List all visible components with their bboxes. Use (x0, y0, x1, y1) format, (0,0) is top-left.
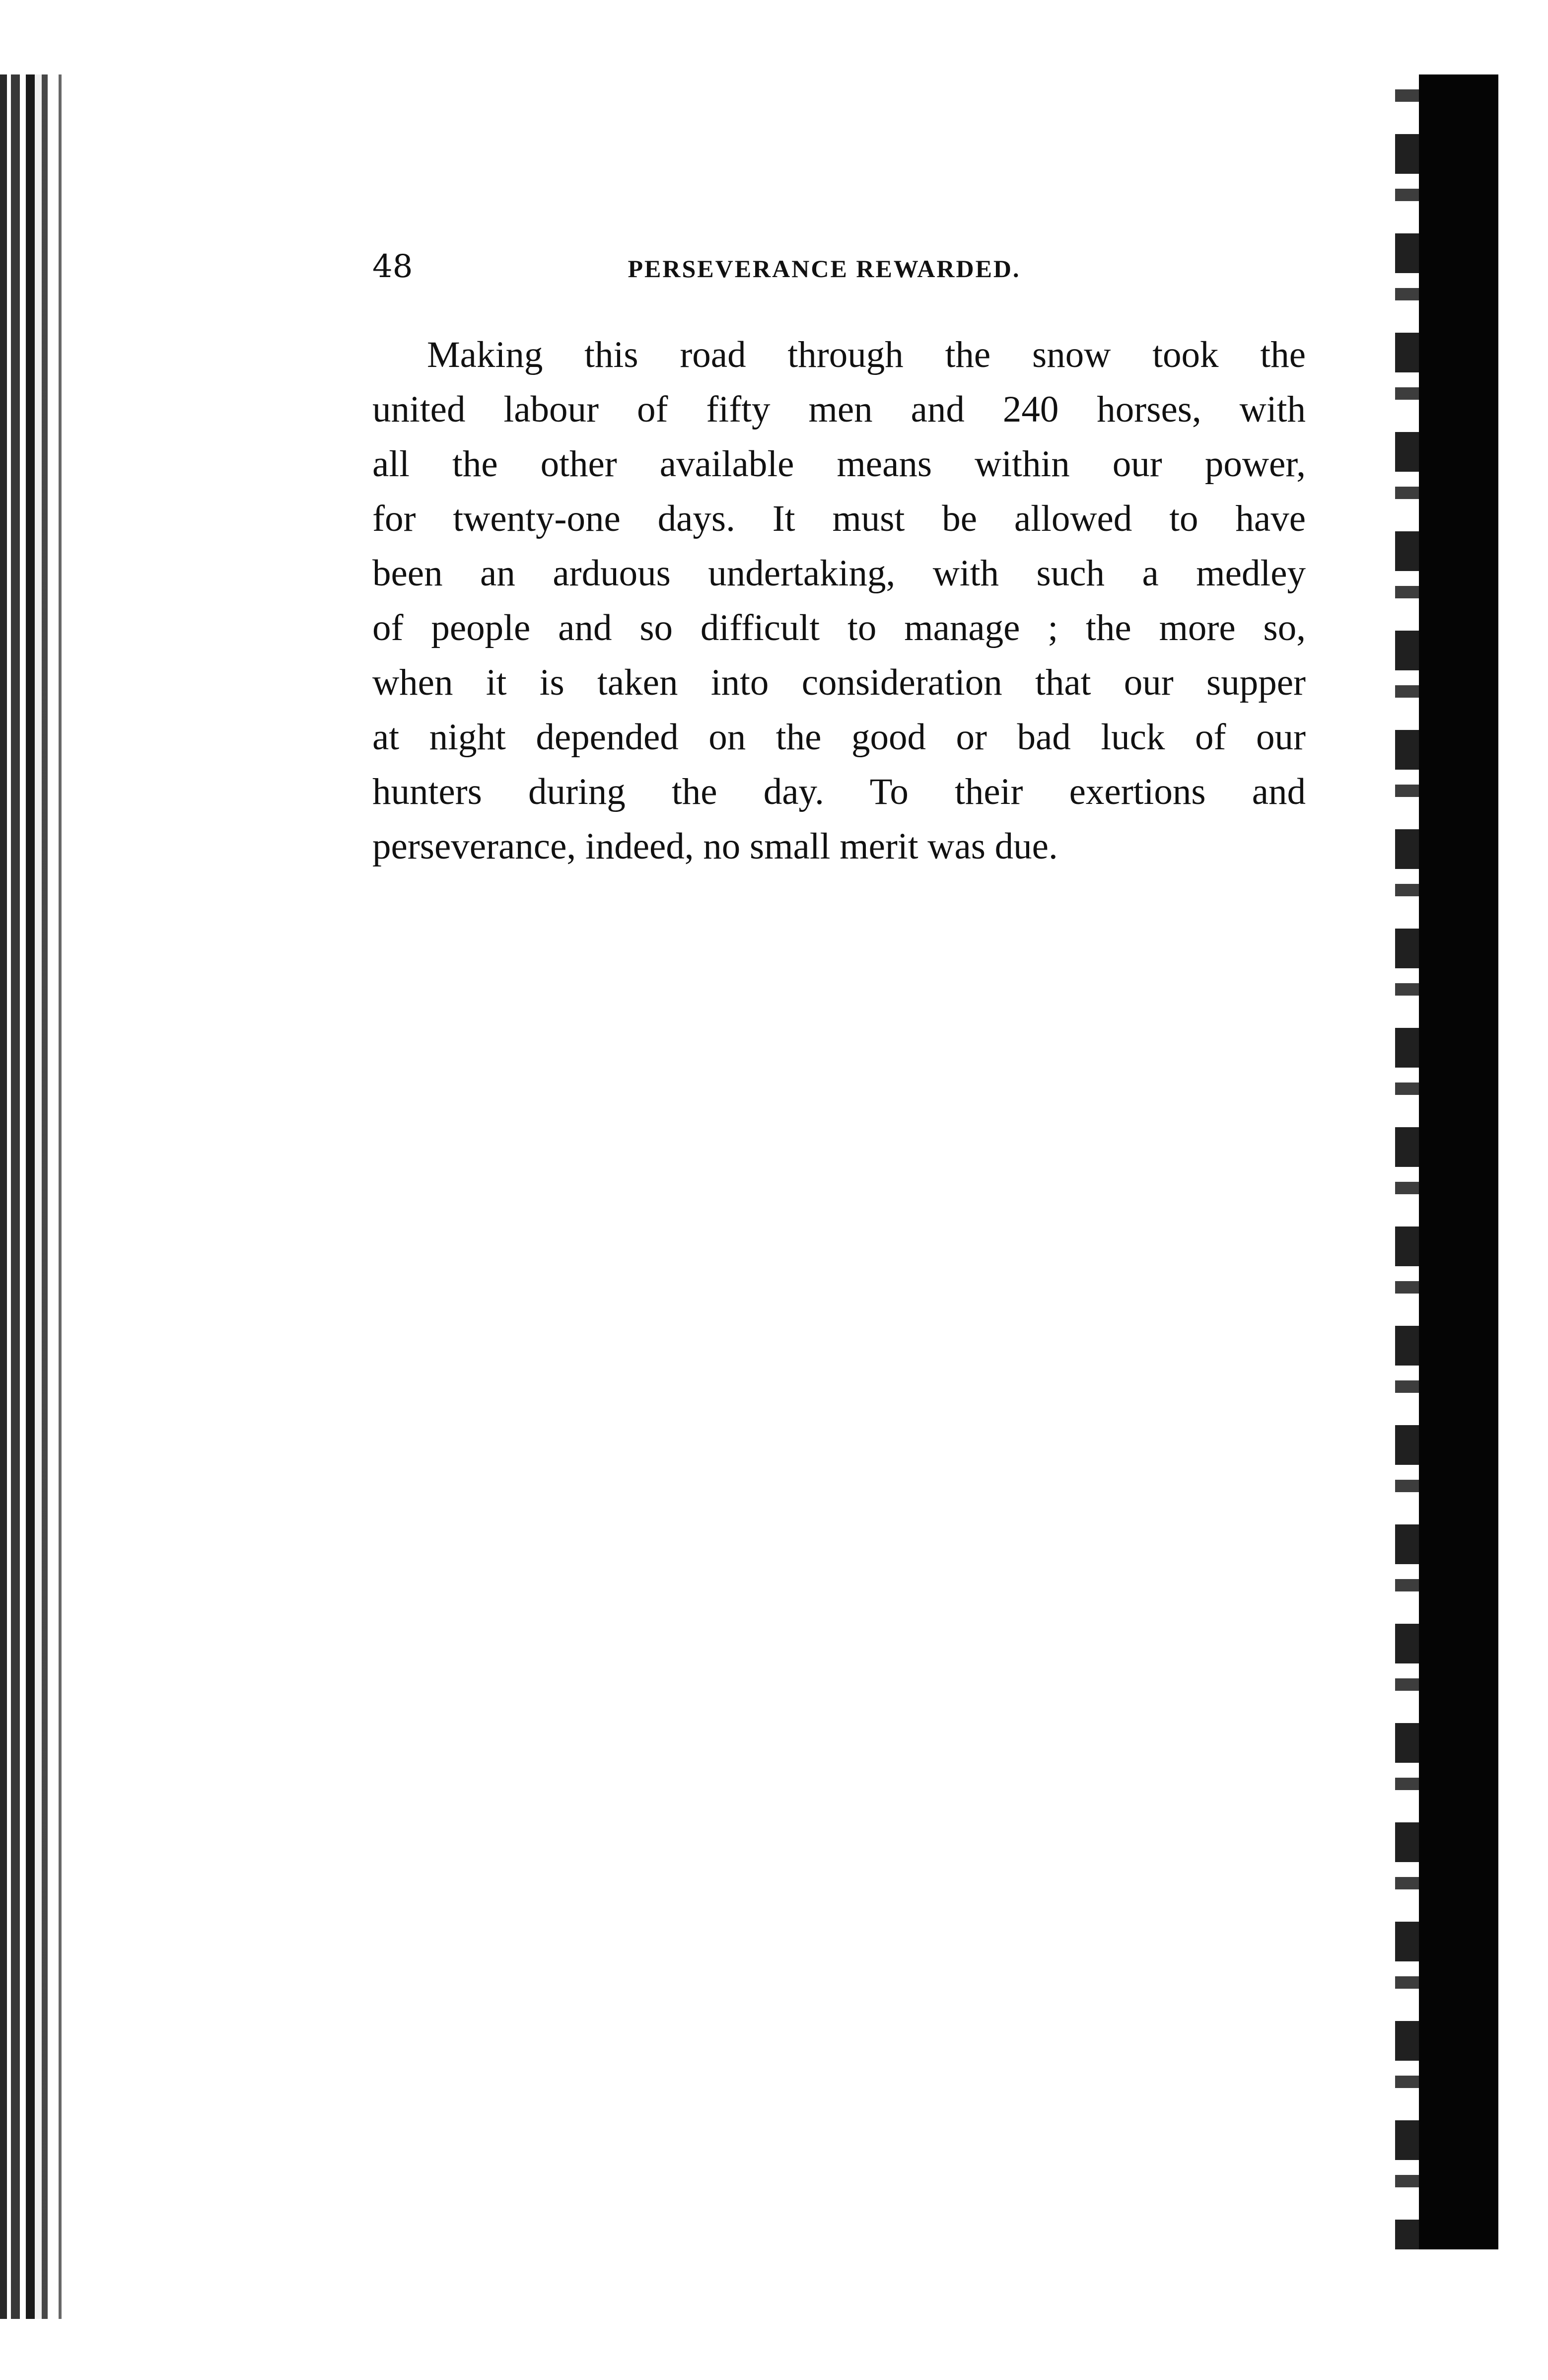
paragraph-line: Making this road through the snow took the (427, 334, 1306, 375)
paragraph-line: all the other available means within our power, (372, 443, 1306, 485)
paragraph-line: perseverance, indeed, no small merit was due. (372, 826, 1058, 867)
paragraph-line: united labour of fifty men and 240 horses, with (372, 389, 1306, 430)
paragraph-line: hunters during the day. To their exertions and (372, 771, 1306, 812)
page-number: 48 (372, 248, 413, 285)
paragraph-line: at night depended on the good or bad luck of our (372, 717, 1306, 758)
scan-right-edge (1419, 74, 1498, 2249)
paragraph (372, 328, 1306, 874)
running-title: PERSEVERANCE REWARDED. (628, 255, 1021, 283)
book-page (372, 248, 1306, 874)
paragraph-line: for twenty-one days. It must be allowed to have (372, 498, 1306, 539)
paragraph-line: of people and so difficult to manage ; the more so, (372, 607, 1306, 649)
running-head (372, 248, 1306, 293)
scan-binding-fade (60, 74, 104, 2319)
paragraph-line: been an arduous undertaking, with such a medley (372, 553, 1306, 594)
paragraph-line: when it is taken into consideration that our supper (372, 662, 1306, 703)
